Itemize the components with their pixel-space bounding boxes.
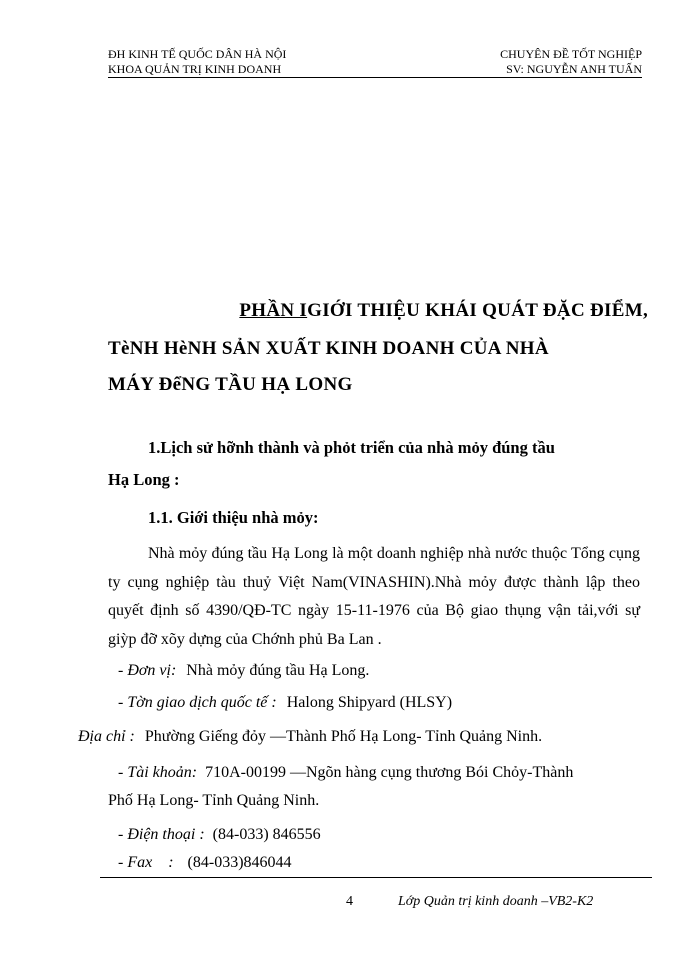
section-heading-line-2: Hạ Long : [108, 470, 180, 489]
unit-value: Nhà mỏy đúng tầu Hạ Long. [186, 662, 370, 679]
page-title-line-2: TèNH HèNH SẢN XUẤT KINH DOANH CỦA NHÀ [108, 338, 549, 359]
footer-divider [100, 877, 652, 878]
section-heading-line-1: 1.Lịch sử hỡnh thành và phỏt triển của nhà mỏy đúng tầu [148, 438, 555, 457]
address-value: Phường Giếng đỏy —Thành Phố Hạ Long- Tỉnh Quảng Ninh. [144, 728, 543, 745]
info-address [78, 728, 542, 746]
phone-label: - Điện thoại : [118, 826, 205, 843]
header-university: ĐH KINH TẾ QUỐC DÂN HÀ NỘI [108, 47, 287, 61]
info-unit [118, 662, 369, 680]
trade-value: Halong Shipyard (HLSY) [286, 694, 453, 711]
account-value-line-1: 710A-00199 —Ngõn hàng cụng thương Bói Chỏy-Thành [205, 764, 574, 781]
sub-section-heading: 1.1. Giới thiệu nhà mỏy: [148, 508, 319, 527]
footer-class-name: Lớp Quản trị kinh doanh –VB2-K2 [398, 894, 594, 909]
page-title-line-1 [108, 292, 648, 330]
page-number: 4 [346, 894, 353, 909]
header-divider [108, 77, 642, 78]
page-title-line-3: MÁY ĐểNG TẦU HẠ LONG [108, 374, 353, 395]
info-account [118, 764, 573, 782]
trade-label: - Tờn giao dịch quốc tế : [118, 694, 277, 711]
account-value-line-2: Phố Hạ Long- Tỉnh Quảng Ninh. [108, 792, 320, 809]
fax-value: (84-033)846044 [187, 854, 292, 871]
account-label: - Tài khoản: [118, 764, 198, 781]
info-trade-name [118, 694, 452, 712]
header-student: SV: NGUYỄN ANH TUẤN [506, 62, 642, 76]
info-fax [118, 854, 292, 872]
fax-label: - Fax : [118, 854, 174, 871]
address-label: Địa chỉ : [78, 728, 135, 745]
header-faculty: KHOA QUẢN TRỊ KINH DOANH [108, 62, 282, 76]
title-line-1-text: GIỚI THIỆU KHÁI QUÁT ĐẶC ĐIỂM, [307, 300, 648, 321]
info-phone [118, 826, 321, 844]
intro-paragraph: Nhà mỏy đúng tầu Hạ Long là một doanh nghiệp nhà nước thuộc Tổng cụng ty cụng nghiệp tàu thuỷ Việt Nam(VINASHIN).Nhà mỏy được thành lập theo quyết định số 4390/QĐ-TC ngày 15-11-1976 của Bộ giao thụng vận tải,với sự giỳp đỡ xõy dựng của Chớnh phủ Ba Lan . [108, 545, 640, 648]
title-part-label: PHẦN I [239, 300, 308, 321]
unit-label: - Đơn vị: [118, 662, 177, 679]
phone-value: (84-033) 846556 [212, 826, 321, 843]
header-doc-type: CHUYÊN ĐỀ TỐT NGHIỆP [500, 47, 642, 61]
